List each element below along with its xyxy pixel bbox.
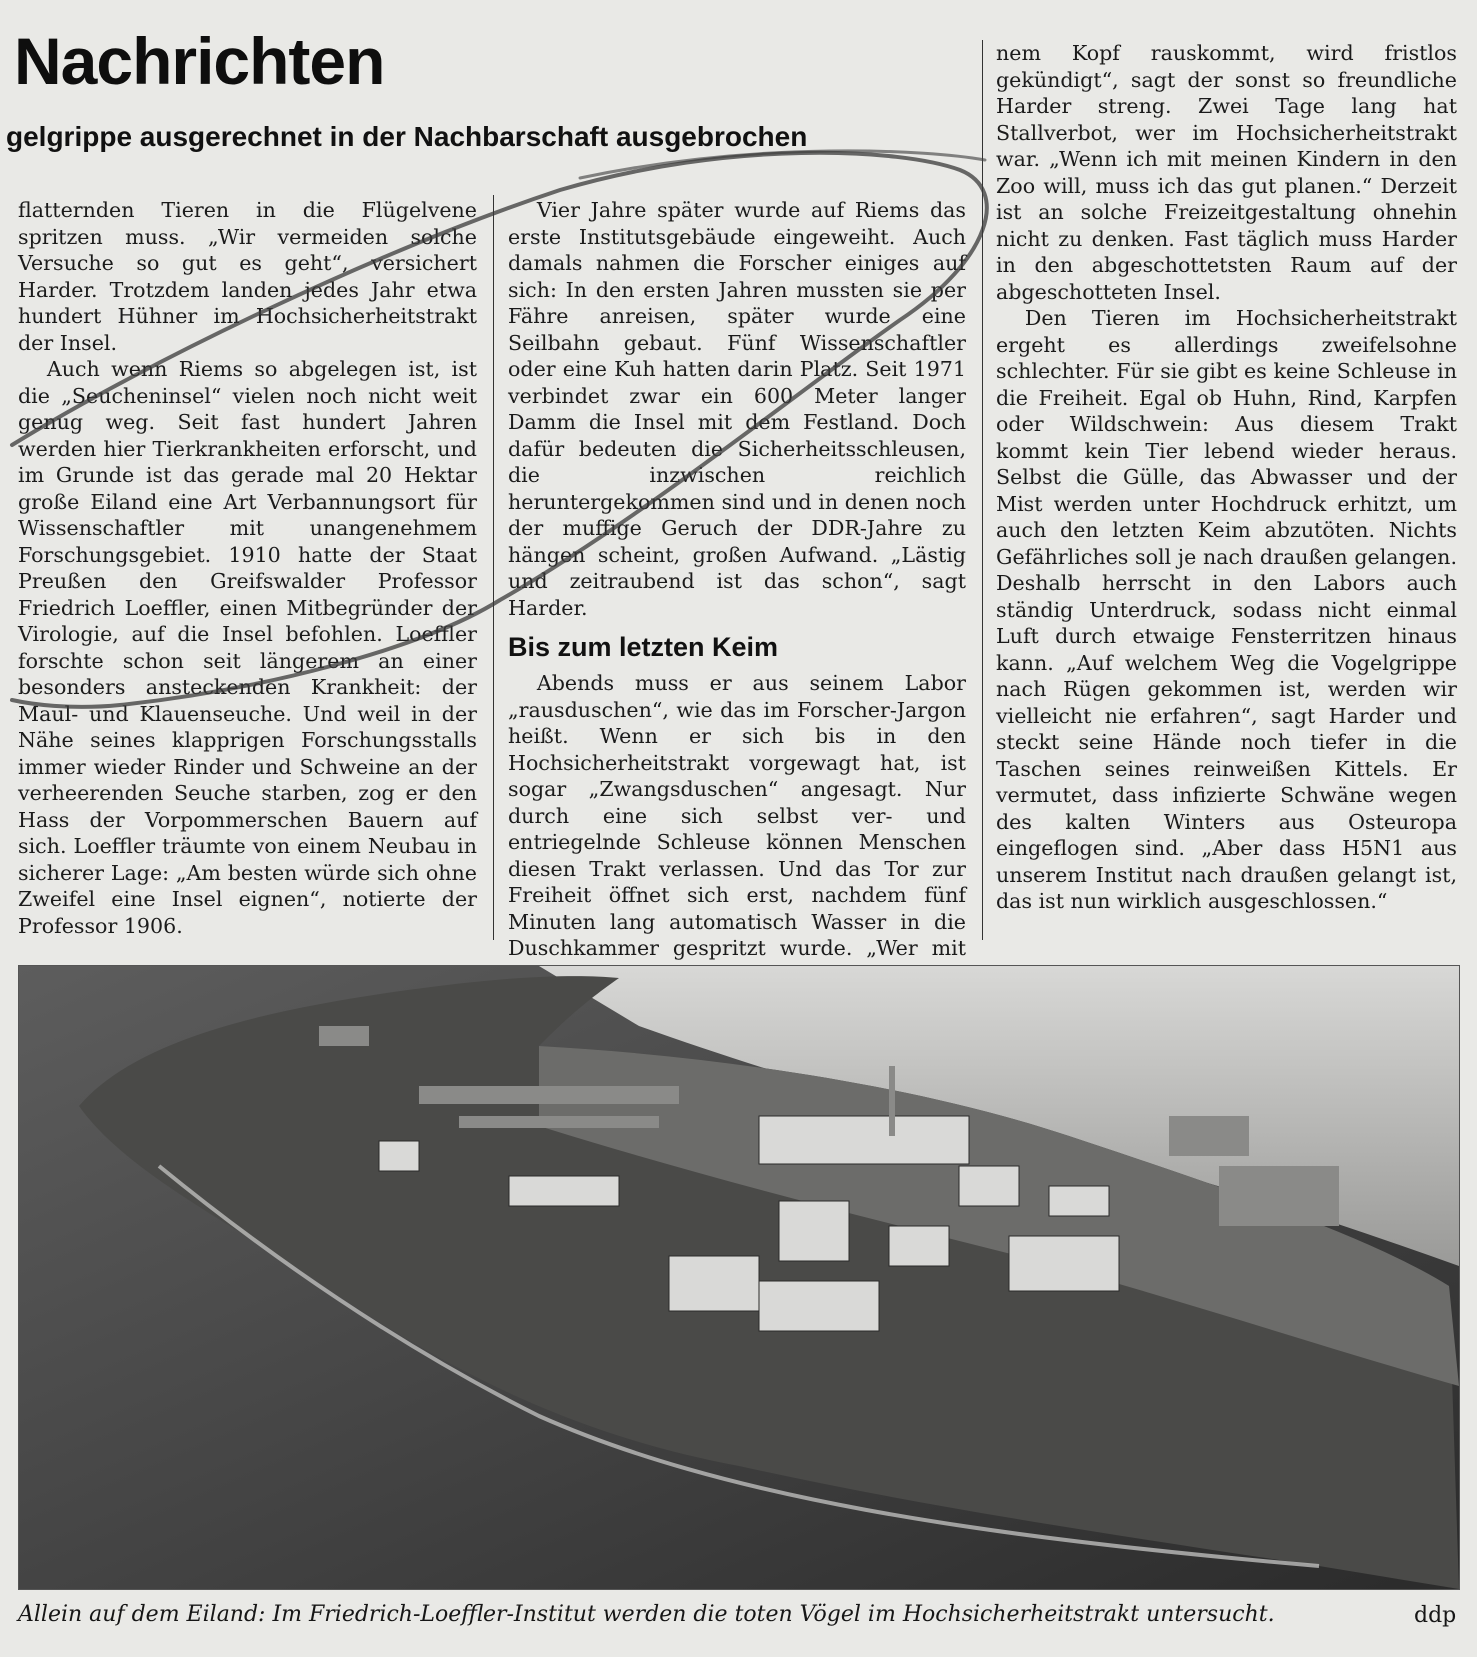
article-column-1 bbox=[18, 197, 477, 939]
article-paragraph: Auch wenn Riems so abgelegen ist, ist die „Seucheninsel“ vielen noch nicht weit genug weg. Seit fast hundert Jahren werden hier Tierkrankheiten erforscht, und im Grunde ist das gerade mal 20 Hektar große Eiland eine Art Verbannungsort für Wissenschaftler mit unangenehmem Forschungsgebiet. 1910 hatte der Staat Preußen den Greifswalder Professor Friedrich Loeffler, einen Mitbegründer der Virologie, auf die Insel befohlen. Loeffler forschte schon seit längerem an einer besonders ansteckenden Krankheit: der Maul- und Klauenseuche. Und weil in der Nähe seines klapprigen Forschungsstalls immer wieder Rinder und Schweine an der verheerenden Seuche starben, zog er den Hass der Vorpommerschen Bauern auf sich. Loeffler träumte von einem Neubau in sicherer Lage: „Am besten würde sich ohne Zweifel eine Insel eignen“, notierte der Professor 1906. bbox=[18, 357, 477, 938]
masthead: Nachrichten bbox=[14, 24, 385, 98]
article-paragraph: flatternden Tieren in die Flügelvene spritzen muss. „Wir vermeiden solche Versuche so gut es geht“, versichert Harder. Trotzdem landen jedes Jahr etwa hundert Hühner im Hochsicherheitstrakt der Insel. bbox=[18, 198, 477, 355]
article-paragraph: Den Tieren im Hochsicherheitstrakt ergeht es allerdings zweifelsohne schlechter. Für sie gibt es keine Schleuse in die Freiheit. Egal ob Huhn, Rind, Karpfen oder Wildschwein: Aus diesem Trakt kommt kein Tier lebend wieder heraus. Selbst die Gülle, das Abwasser und der Mist werden unter Hochdruck erhitzt, um auch den letzten Keim abzutöten. Nichts Gefährliches soll je nach draußen gelangen. Deshalb herrscht in den Labors auch ständig Unterdruck, sodass nicht einmal Luft durch etwaige Fensterritzen hinaus kann. „Auf welchem Weg die Vogelgrippe nach Rügen gekommen ist, werden wir vielleicht nie erfahren“, sagt Harder und steckt seine Hände noch tiefer in die Taschen seines reinweißen Kittels. Er vermutet, dass infizierte Schwäne wegen des kalten Winters aus Osteuropa eingeflogen sind. „Aber dass H5N1 aus unserem Institut nach draußen gelangt ist, das ist nun wirklich ausgeschlossen.“ bbox=[996, 306, 1457, 913]
article-column-2 bbox=[508, 197, 966, 988]
column-rule-1 bbox=[493, 195, 494, 940]
column-rule-2 bbox=[982, 40, 983, 940]
article-paragraph: Vier Jahre später wurde auf Riems das erste Institutsgebäude eingeweiht. Auch damals nahmen die Forscher einiges auf sich: In den ersten Jahren mussten sie per Fähre anreisen, später wurde eine Seilbahn gebaut. Fünf Wissenschaftler oder eine Kuh hatten darin Platz. Seit 1971 verbindet zwar ein 600 Meter langer Damm die Insel mit dem Festland. Doch dafür bedeuten die Sicherheitsschleusen, die inzwischen reichlich heruntergekommen sind und in denen noch der muffige Geruch der DDR-Jahre zu hängen scheint, großen Aufwand. „Lästig und zeitraubend ist das schon“, sagt Harder. bbox=[508, 198, 966, 620]
headline: gelgrippe ausgerechnet in der Nachbarschaft ausgebrochen bbox=[6, 121, 808, 152]
photo-caption: Allein auf dem Eiland: Im Friedrich-Loeffler-Institut werden die toten Vögel im Hochsicherheitstrakt untersucht. bbox=[18, 1602, 1275, 1627]
aerial-photo bbox=[18, 965, 1460, 1590]
subheading: Bis zum letzten Keim bbox=[508, 632, 779, 662]
photo-credit: ddp bbox=[1414, 1603, 1457, 1628]
aerial-island-image bbox=[19, 966, 1459, 1589]
article-paragraph: nem Kopf rauskommt, wird fristlos gekündigt“, sagt der sonst so freundliche Harder streng. Zwei Tage lang hat Stallverbot, wer im Hochsicherheitstrakt war. „Wenn ich mit meinen Kindern in den Zoo will, muss ich das gut planen.“ Derzeit ist an solche Freizeitgestaltung ohnehin nicht zu denken. Fast täglich muss Harder in den abgeschottetsten Raum auf der abgeschotteten Insel. bbox=[996, 41, 1457, 304]
article-paragraph: Abends muss er aus seinem Labor „rausduschen“, wie das im Forscher-Jargon heißt. Wenn er sich bis in den Hochsicherheitstrakt vorgewagt hat, ist sogar „Zwangsduschen“ angesagt. Nur durch eine sich selbst ver- und entriegelnde Schleuse können Menschen diesen Trakt verlassen. Und das Tor zur Freiheit öffnet sich erst, nachdem fünf Minuten lang automatisch Wasser in die Duschkammer gespritzt wurde. „Wer mit bbox=[508, 671, 966, 960]
article-column-3 bbox=[996, 40, 1457, 915]
